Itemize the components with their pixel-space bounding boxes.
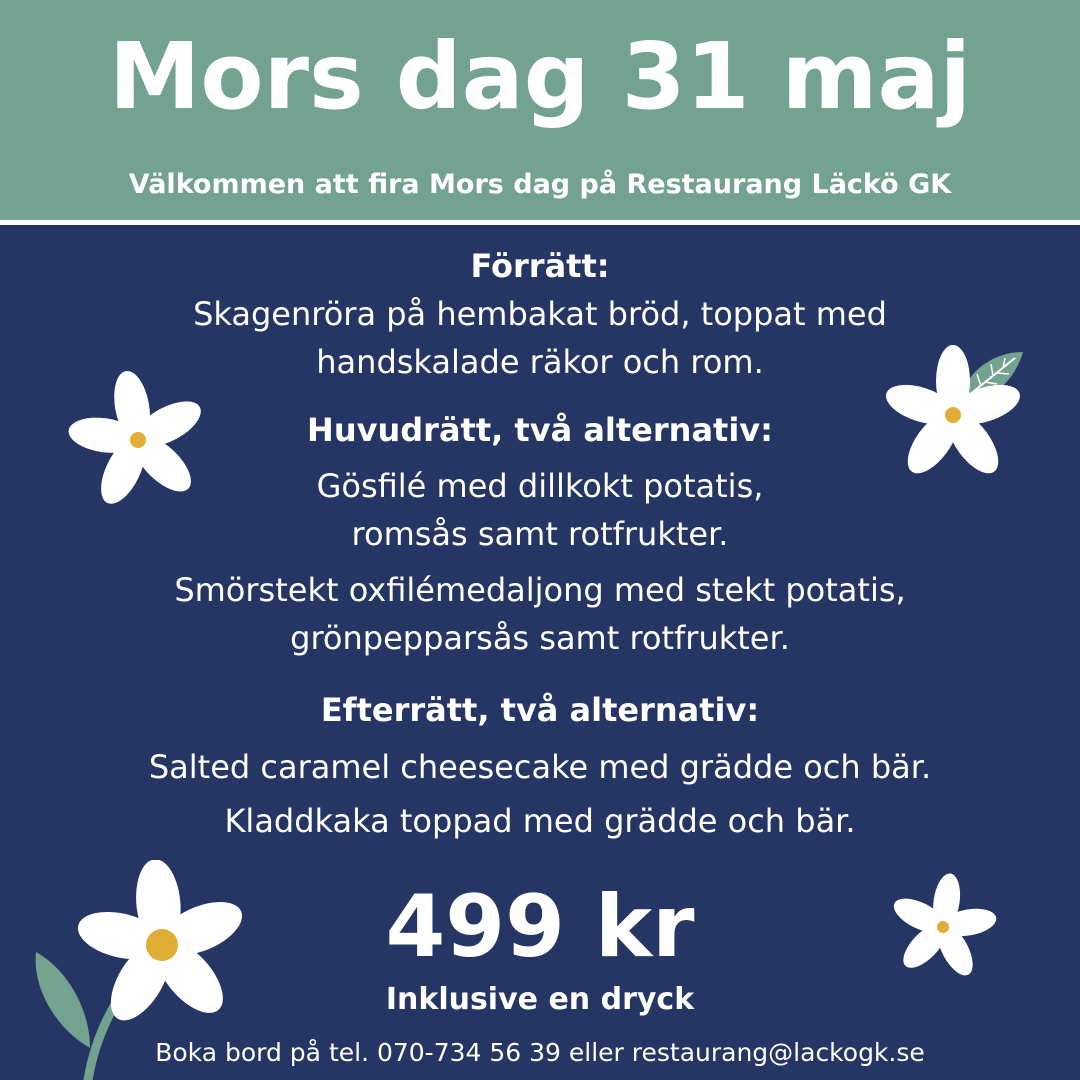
daisy-flower-icon: [888, 872, 998, 982]
page-title: Mors dag 31 maj: [108, 23, 972, 130]
main-option-2-line: Smörstekt oxfilémedaljong med stekt potatis,: [174, 571, 906, 609]
dessert-heading: Efterrätt, två alternativ:: [320, 691, 760, 729]
main-option-1-line: Gösfilé med dillkokt potatis,: [316, 467, 764, 505]
dessert-option-1: Salted caramel cheesecake med grädde och bär.: [148, 748, 932, 786]
starter-heading: Förrätt:: [470, 247, 610, 285]
main-option-2-line: grönpepparsås samt rotfrukter.: [290, 619, 790, 657]
daisy-flower-icon: [68, 370, 208, 510]
main-course-option-2: [0, 566, 1080, 662]
price: 499 kr: [385, 877, 695, 977]
starter-line: handskalade räkor och rom.: [316, 343, 764, 381]
dessert-option-2: Kladdkaka toppad med grädde och bär.: [224, 802, 856, 840]
booking-info: Boka bord på tel. 070-734 56 39 eller restaurang@lackogk.se: [155, 1038, 925, 1067]
page-subtitle: Välkommen att fira Mors dag på Restaurang Läckö GK: [128, 169, 952, 200]
price-note: Inklusive en dryck: [385, 982, 695, 1017]
main-course-heading: Huvudrätt, två alternativ:: [307, 411, 773, 449]
daisy-flower-icon: [72, 860, 252, 1030]
daisy-flower-icon: [883, 345, 1023, 485]
starter-line: Skagenröra på hembakat bröd, toppat med: [193, 295, 887, 333]
header-divider: [0, 220, 1080, 225]
main-option-1-line: romsås samt rotfrukter.: [351, 515, 729, 553]
